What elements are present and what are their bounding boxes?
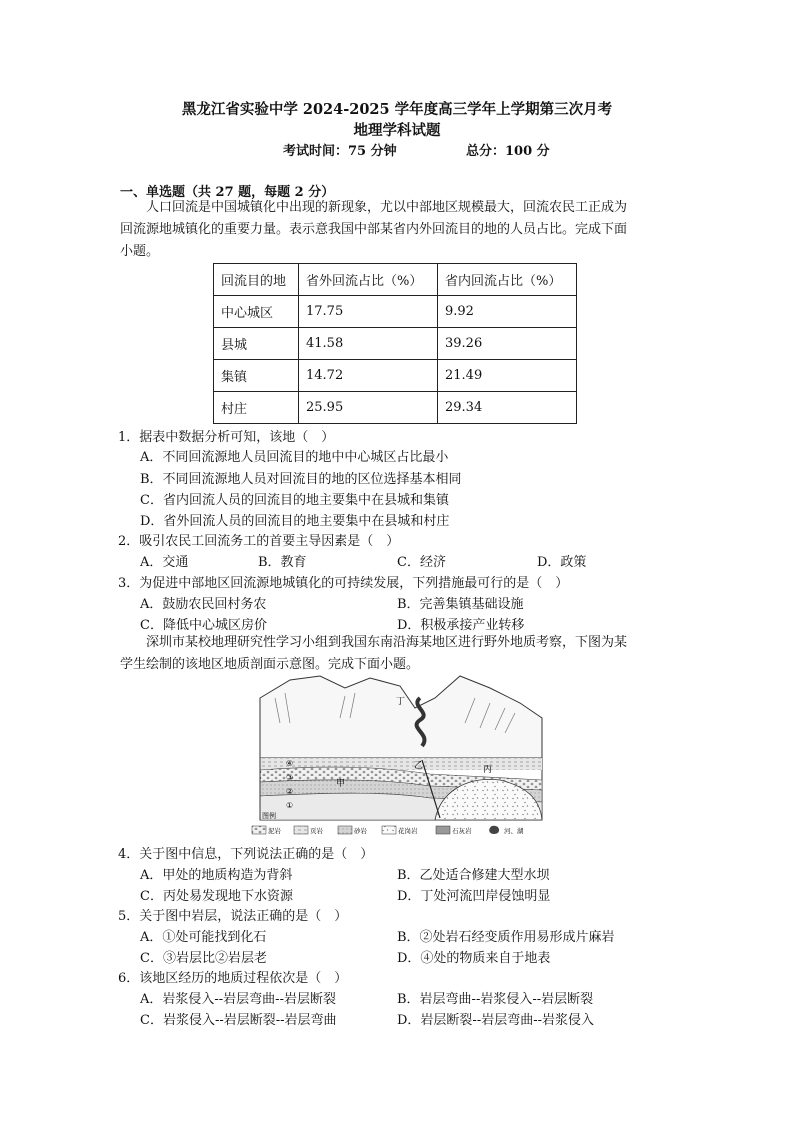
label-jia: 甲 bbox=[336, 779, 346, 789]
legend-limestone: 石灰岩 bbox=[452, 827, 472, 835]
table-cell: 41.58 bbox=[299, 328, 438, 360]
question-3-option-a: A．鼓励农民回村务农 bbox=[140, 597, 267, 612]
section-heading: 一、单选题（共 27 题，每题 2 分） bbox=[120, 185, 335, 200]
label-n2: ② bbox=[286, 787, 294, 796]
table-cell: 21.49 bbox=[438, 360, 577, 392]
question-3-option-b: B．完善集镇基础设施 bbox=[397, 597, 524, 612]
question-5-option-a: A．①处可能找到化石 bbox=[140, 930, 267, 945]
table-row bbox=[214, 296, 577, 328]
total-score: 总分：100 分 bbox=[466, 144, 550, 159]
question-4-stem: 4．关于图中信息，下列说法正确的是（ ） bbox=[118, 847, 374, 862]
table-row bbox=[214, 328, 577, 360]
question-1-stem: 1．据表中数据分析可知，该地（ ） bbox=[118, 430, 335, 445]
table-cell: 9.92 bbox=[438, 296, 577, 328]
legend-river-lake: 河、湖 bbox=[504, 827, 524, 835]
question-1-option-d: D．省外回流人员的回流目的地主要集中在县城和村庄 bbox=[140, 514, 450, 529]
legend-sandstone: 砂岩 bbox=[354, 827, 367, 835]
question-3-option-c: C．降低中心城区房价 bbox=[140, 618, 267, 633]
intro-line-1: 人口回流是中国城镇化中出现的新现象，尤以中部地区规模最大，回流农民工正成为 bbox=[146, 200, 628, 215]
question-2-option-b: B．教育 bbox=[258, 555, 307, 570]
table-header-cell: 省外回流占比（%） bbox=[299, 264, 438, 296]
table-cell: 25.95 bbox=[299, 392, 438, 424]
question-6-option-a: A．岩浆侵入--岩层弯曲--岩层断裂 bbox=[140, 992, 336, 1007]
table-cell: 集镇 bbox=[214, 360, 299, 392]
question-4-option-b: B．乙处适合修建大型水坝 bbox=[397, 868, 550, 883]
question-2-option-d: D．政策 bbox=[537, 555, 587, 570]
label-n3: ③ bbox=[286, 773, 294, 782]
question-2-option-c: C．经济 bbox=[397, 555, 446, 570]
question-3-stem: 3．为促进中部地区回流源地城镇化的可持续发展，下列措施最可行的是（ ） bbox=[118, 576, 569, 591]
table-header-cell: 回流目的地 bbox=[214, 264, 299, 296]
question-1-option-c: C．省内回流人员的回流目的地主要集中在县城和集镇 bbox=[140, 493, 449, 508]
question-6-stem: 6．该地区经历的地质过程依次是（ ） bbox=[118, 971, 348, 986]
label-ding: 丁 bbox=[396, 697, 406, 707]
question-4-option-d: D．丁处河流凹岸侵蚀明显 bbox=[397, 889, 551, 904]
exam-title: 黑龙江省实验中学 2024-2025 学年度高三学年上学期第三次月考 bbox=[181, 101, 613, 118]
question-1-option-a: A．不同回流源地人员回流目的地中中心城区占比最小 bbox=[140, 450, 449, 465]
question-2-stem: 2．吸引农民工回流务工的首要主导因素是（ ） bbox=[118, 534, 400, 549]
table-header-row bbox=[214, 264, 577, 296]
intro2-line-2: 学生绘制的该地区地质剖面示意图。完成下面小题。 bbox=[120, 657, 420, 672]
question-2-option-a: A．交通 bbox=[140, 555, 189, 570]
question-1-option-b: B．不同回流源地人员对回流目的地的区位选择基本相同 bbox=[140, 472, 462, 487]
question-6-option-c: C．岩浆侵入--岩层断裂--岩层弯曲 bbox=[140, 1013, 337, 1028]
table-header-cell: 省内回流占比（%） bbox=[438, 264, 577, 296]
table-row bbox=[214, 360, 577, 392]
intro-line-2: 回流源地城镇化的重要力量。表示意我国中部某省内外回流目的地的人员占比。完成下面 bbox=[120, 222, 628, 237]
mountain-surface bbox=[260, 676, 542, 758]
table-cell: 29.34 bbox=[438, 392, 577, 424]
question-6-option-b: B．岩层弯曲--岩浆侵入--岩层断裂 bbox=[397, 992, 594, 1007]
question-4-option-c: C．丙处易发现地下水资源 bbox=[140, 889, 293, 904]
label-yi: 乙 bbox=[414, 761, 424, 771]
question-5-option-d: D．④处的物质来自于地表 bbox=[397, 951, 551, 966]
table-cell: 村庄 bbox=[214, 392, 299, 424]
label-bing: 丙 bbox=[483, 765, 493, 775]
question-3-option-d: D．积极承接产业转移 bbox=[397, 618, 525, 633]
table-row bbox=[214, 392, 577, 424]
question-6-option-d: D．岩层断裂--岩层弯曲--岩浆侵入 bbox=[397, 1013, 594, 1028]
table-cell: 县城 bbox=[214, 328, 299, 360]
question-4-option-a: A．甲处的地质构造为背斜 bbox=[140, 868, 293, 883]
table-cell: 39.26 bbox=[438, 328, 577, 360]
exam-time: 考试时间：75 分钟 bbox=[283, 144, 397, 159]
return-destination-table bbox=[213, 263, 577, 424]
geologic-section-diagram bbox=[250, 668, 550, 840]
label-n1: ① bbox=[286, 801, 294, 810]
legend-title: 图例 bbox=[262, 812, 276, 820]
table-cell: 17.75 bbox=[299, 296, 438, 328]
table-cell: 14.72 bbox=[299, 360, 438, 392]
label-n4: ④ bbox=[286, 759, 294, 768]
table-cell: 中心城区 bbox=[214, 296, 299, 328]
question-5-option-c: C．③岩层比②岩层老 bbox=[140, 951, 267, 966]
intro-paragraph bbox=[120, 197, 680, 263]
legend-granite: 花岗岩 bbox=[398, 827, 418, 835]
question-5-option-b: B．②处岩石经变质作用易形成片麻岩 bbox=[397, 930, 615, 945]
legend-shale: 页岩 bbox=[310, 827, 323, 835]
intro2-line-1: 深圳市某校地理研究性学习小组到我国东南沿海某地区进行野外地质考察，下图为某 bbox=[146, 635, 628, 650]
question-5-stem: 5．关于图中岩层，说法正确的是（ ） bbox=[118, 909, 348, 924]
intro-line-3: 小题。 bbox=[120, 244, 160, 259]
exam-subtitle: 地理学科试题 bbox=[353, 122, 441, 139]
legend-mudstone: 泥岩 bbox=[268, 827, 281, 835]
